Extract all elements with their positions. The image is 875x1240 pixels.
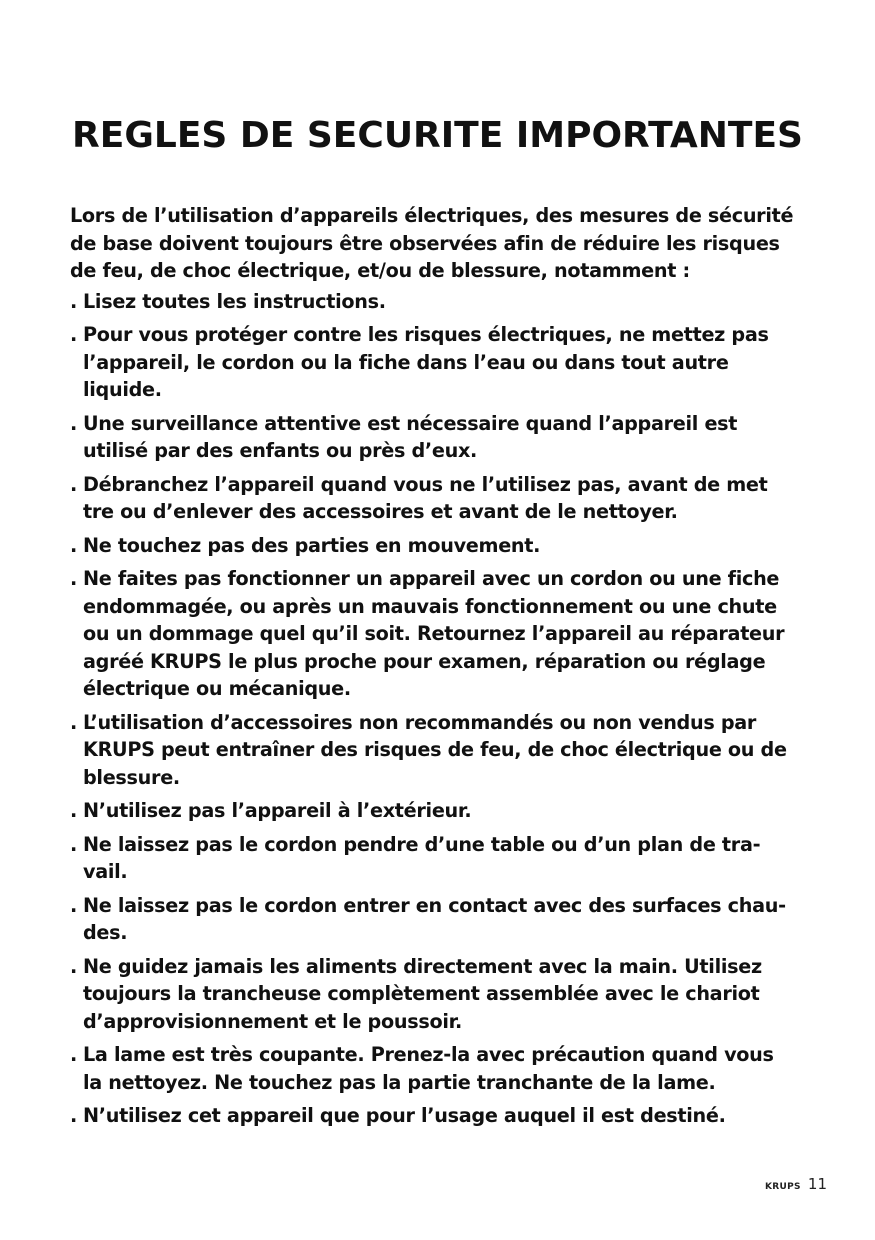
bullet-marker: .	[70, 954, 77, 978]
safety-rule-line: L’utilisation d’accessoires non recommandés ou non vendus par	[83, 710, 757, 734]
intro-line: de base doivent toujours être observées afin de réduire les risques	[70, 231, 780, 255]
safety-rule-item	[70, 892, 810, 947]
bullet-marker: .	[70, 893, 77, 917]
safety-rule-item	[70, 953, 810, 1036]
safety-rule-item	[70, 532, 810, 560]
safety-rule-list	[70, 288, 810, 1130]
safety-rule-line: N’utilisez pas l’appareil à l’extérieur.	[83, 799, 472, 822]
safety-rule-line: utilisé par des enfants ou près d’eux.	[83, 439, 478, 462]
bullet-marker: .	[70, 710, 77, 734]
safety-rule-line: KRUPS peut entraîner des risques de feu, de choc électrique ou de	[83, 738, 787, 761]
bullet-marker: .	[70, 1043, 77, 1066]
bullet-marker: .	[70, 411, 77, 435]
bullet-marker: .	[70, 799, 77, 822]
page-number: 11	[807, 1175, 827, 1193]
safety-rule-line: Pour vous protéger contre les risques électriques, ne mettez pas	[83, 323, 769, 346]
safety-rule-line: électrique ou mécanique.	[83, 677, 351, 700]
safety-rule-line: N’utilisez cet appareil que pour l’usage auquel il est destiné.	[83, 1104, 726, 1127]
intro-line: de feu, de choc électrique, et/ou de blessure, notamment :	[70, 259, 690, 282]
safety-rule-item	[70, 1102, 810, 1130]
safety-rule-line: Ne touchez pas des parties en mouvement.	[83, 533, 541, 557]
safety-rule-item	[70, 797, 810, 825]
safety-rule-line: tre ou d’enlever des accessoires et avant de le nettoyer.	[83, 500, 678, 523]
bullet-marker: .	[70, 567, 77, 590]
safety-rule-line: vail.	[83, 860, 128, 883]
page-title: REGLES DE SECURITE IMPORTANTES	[72, 115, 803, 156]
bullet-marker: .	[70, 289, 77, 313]
safety-rule-line: blessure.	[83, 765, 180, 789]
safety-rule-line: d’approvisionnement et le poussoir.	[83, 1009, 463, 1033]
safety-rule-item	[70, 288, 810, 316]
safety-rule-line: agréé KRUPS le plus proche pour examen, réparation ou réglage	[83, 649, 766, 673]
safety-rule-line: la nettoyez. Ne touchez pas la partie tranchante de la lame.	[83, 1070, 716, 1094]
safety-rule-line: La lame est très coupante. Prenez-la avec précaution quand vous	[83, 1043, 774, 1066]
safety-rule-item	[70, 1041, 810, 1096]
safety-rule-item	[70, 565, 810, 703]
safety-rule-item	[70, 709, 810, 792]
safety-rule-line: Ne laissez pas le cordon pendre d’une table ou d’un plan de tra-	[83, 832, 761, 856]
bullet-marker: .	[70, 533, 77, 557]
safety-rule-line: des.	[83, 921, 128, 944]
bullet-marker: .	[70, 832, 77, 856]
safety-rule-line: Débranchez l’appareil quand vous ne l’utilisez pas, avant de met	[83, 472, 768, 496]
bullet-marker: .	[70, 323, 77, 346]
bullet-marker: .	[70, 1104, 77, 1127]
safety-rule-item	[70, 321, 810, 404]
safety-rule-line: toujours la trancheuse complètement assemblée avec le chariot	[83, 982, 760, 1005]
safety-rule-item	[70, 831, 810, 886]
intro-line: Lors de l’utilisation d’appareils électriques, des mesures de sécurité	[70, 204, 794, 227]
safety-rule-line: liquide.	[83, 378, 162, 401]
safety-rule-line: l’appareil, le cordon ou la fiche dans l’eau ou dans tout autre	[83, 350, 729, 374]
brand-logo: KRUPS	[765, 1182, 801, 1192]
safety-rule-item	[70, 410, 810, 465]
intro-paragraph	[70, 202, 810, 285]
safety-rule-line: Lisez toutes les instructions.	[83, 289, 386, 313]
safety-rule-item	[70, 471, 810, 526]
safety-rules-body	[70, 202, 810, 1136]
page-footer	[765, 1174, 827, 1193]
safety-rule-line: Une surveillance attentive est nécessaire quand l’appareil est	[83, 411, 738, 435]
safety-rule-line: ou un dommage quel qu’il soit. Retournez l’appareil au réparateur	[83, 622, 785, 645]
bullet-marker: .	[70, 472, 77, 496]
safety-rule-line: Ne faites pas fonctionner un appareil avec un cordon ou une fiche	[83, 567, 780, 590]
safety-rule-line: endommagée, ou après un mauvais fonctionnement ou une chute	[83, 594, 777, 618]
safety-rule-line: Ne guidez jamais les aliments directement avec la main. Utilisez	[83, 954, 762, 978]
safety-rule-line: Ne laissez pas le cordon entrer en contact avec des surfaces chau-	[83, 893, 786, 917]
